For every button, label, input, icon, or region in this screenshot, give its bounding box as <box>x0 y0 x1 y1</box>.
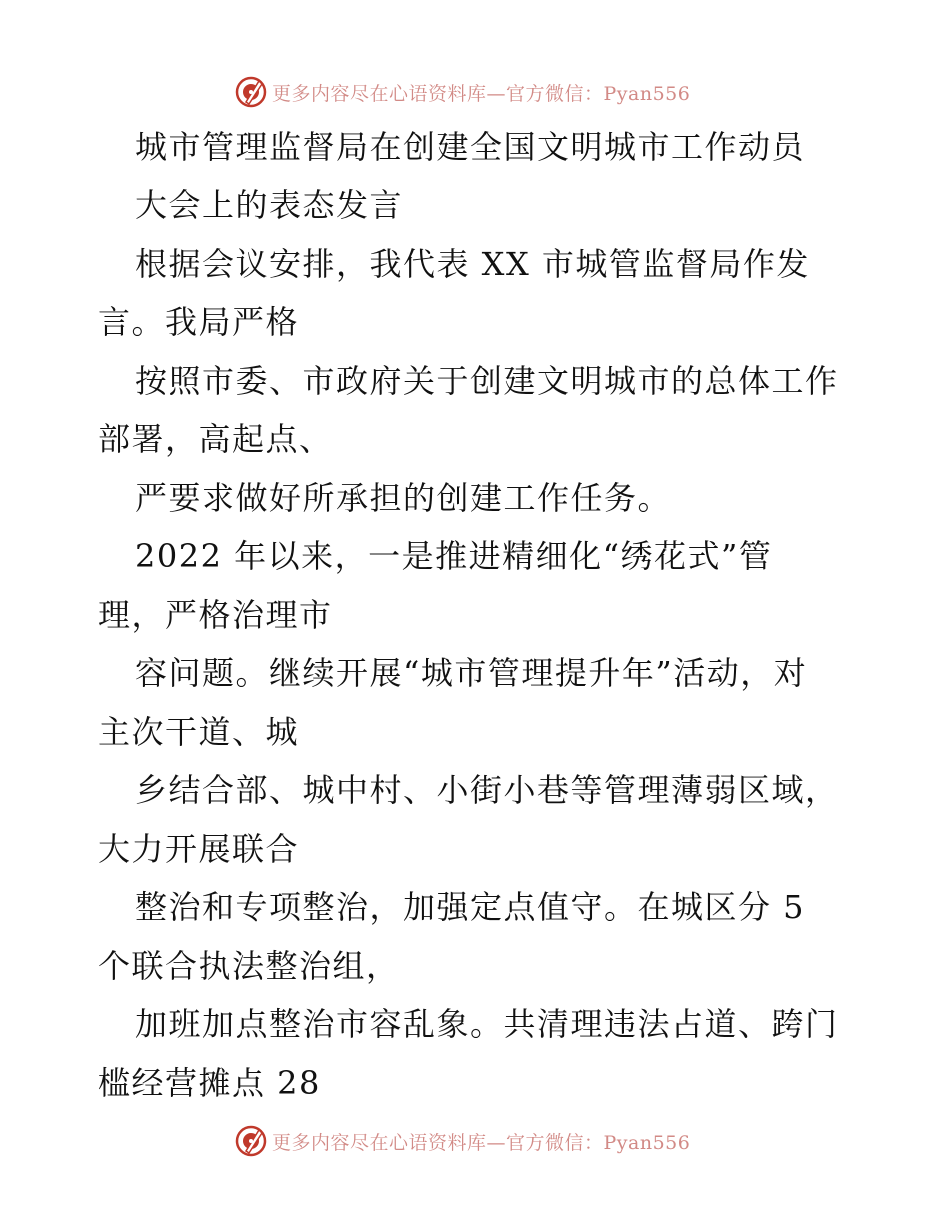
doc-line-6: 部署，高起点、 <box>98 420 333 458</box>
pen-nib-circle-icon <box>233 74 269 110</box>
doc-line-10: 容问题。继续开展“城市管理提升年”活动，对 <box>135 654 808 692</box>
banner-text <box>272 79 690 106</box>
banner-separator: — <box>486 1132 507 1154</box>
doc-line-7: 严要求做好所承担的创建工作任务。 <box>135 479 672 517</box>
banner-text <box>272 1128 690 1155</box>
pen-nib-circle-icon <box>233 1123 269 1159</box>
banner-separator: — <box>486 83 507 105</box>
banner-wechat-text: 官方微信：Pyan556 <box>506 83 691 105</box>
doc-line-17: 槛经营摊点 28 <box>98 1064 321 1102</box>
doc-line-8: 2022 年以来，一是推进精细化“绣花式”管 <box>135 537 773 575</box>
doc-line-1: 城市管理监督局在创建全国文明城市工作动员 <box>135 128 806 166</box>
doc-line-3: 根据会议安排，我代表 XX 市城管监督局作发 <box>135 245 810 283</box>
doc-line-5: 按照市委、市政府关于创建文明城市的总体工作 <box>135 362 839 400</box>
doc-line-11: 主次干道、城 <box>98 713 300 751</box>
banner-wechat-text: 官方微信：Pyan556 <box>506 1132 691 1154</box>
doc-line-4: 言。我局严格 <box>98 303 300 341</box>
doc-line-13: 大力开展联合 <box>98 830 300 868</box>
footer-banner <box>0 1121 950 1161</box>
doc-line-12: 乡结合部、城中村、小街小巷等管理薄弱区域， <box>135 771 839 809</box>
banner-main-text: 更多内容尽在心语资料库 <box>272 83 487 105</box>
doc-line-15: 个联合执法整治组， <box>98 947 400 985</box>
header-banner <box>0 72 950 112</box>
banner-main-text: 更多内容尽在心语资料库 <box>272 1132 487 1154</box>
doc-line-14: 整治和专项整治，加强定点值守。在城区分 5 <box>135 888 806 926</box>
doc-line-16: 加班加点整治市容乱象。共清理违法占道、跨门 <box>135 1005 839 1043</box>
doc-line-9: 理，严格治理市 <box>98 596 333 634</box>
doc-line-2: 大会上的表态发言 <box>135 186 404 224</box>
